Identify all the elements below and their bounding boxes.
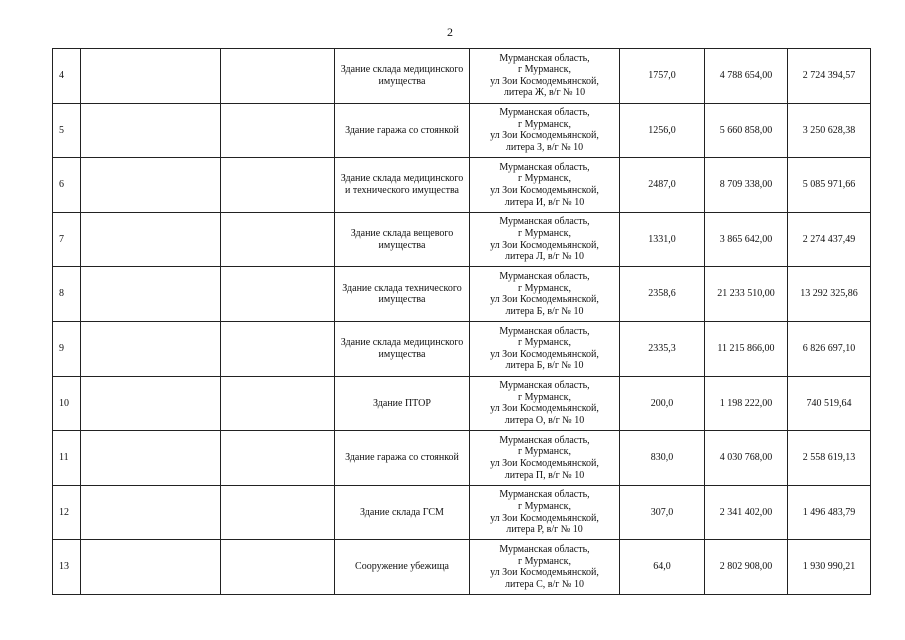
object-name-cell: Здание склада медицинского и технического имущества	[335, 158, 470, 213]
address-line: ул Зои Космодемьянской,	[490, 294, 599, 306]
address-line: г Мурманск,	[518, 227, 571, 239]
row-number-cell: 11	[53, 431, 81, 486]
address-line: литера Ж, в/г № 10	[503, 87, 586, 99]
address-line: литера И, в/г № 10	[504, 196, 585, 208]
address-line: Мурманская область,	[499, 434, 590, 446]
object-name-cell: Здание гаража со стоянкой	[335, 431, 470, 486]
address-line: Мурманская область,	[499, 543, 590, 555]
row-number-cell: 7	[53, 212, 81, 267]
row-number-cell: 6	[53, 158, 81, 213]
address-line: литера Л, в/г № 10	[504, 251, 584, 263]
area-cell: 2358,6	[620, 267, 705, 322]
address-cell	[470, 485, 620, 540]
book-value-cell: 3 865 642,00	[705, 212, 788, 267]
table-row	[53, 431, 871, 486]
address-line: г Мурманск,	[518, 555, 571, 567]
address-line: ул Зои Космодемьянской,	[490, 130, 599, 142]
object-name-cell: Здание склада медицинского имущества	[335, 321, 470, 376]
row-number-cell: 10	[53, 376, 81, 431]
table-row	[53, 158, 871, 213]
book-value-cell: 2 341 402,00	[705, 485, 788, 540]
empty-cell	[81, 321, 221, 376]
empty-cell	[221, 103, 335, 158]
table-row	[53, 321, 871, 376]
address-line: г Мурманск,	[518, 282, 571, 294]
table-row	[53, 49, 871, 104]
address-cell	[470, 103, 620, 158]
table-row	[53, 267, 871, 322]
empty-cell	[221, 158, 335, 213]
area-cell: 1757,0	[620, 49, 705, 104]
residual-value-cell: 3 250 628,38	[788, 103, 871, 158]
address-cell	[470, 431, 620, 486]
empty-cell	[221, 540, 335, 595]
empty-cell	[81, 485, 221, 540]
area-cell: 1331,0	[620, 212, 705, 267]
address-line: ул Зои Космодемьянской,	[490, 75, 599, 87]
empty-cell	[81, 212, 221, 267]
object-name-cell: Здание ПТОР	[335, 376, 470, 431]
residual-value-cell: 2 724 394,57	[788, 49, 871, 104]
object-name-cell: Здание склада ГСМ	[335, 485, 470, 540]
empty-cell	[221, 321, 335, 376]
address-cell	[470, 158, 620, 213]
address-line: Мурманская область,	[499, 270, 590, 282]
address-line: ул Зои Космодемьянской,	[490, 403, 599, 415]
object-name-cell: Здание склада технического имущества	[335, 267, 470, 322]
book-value-cell: 8 709 338,00	[705, 158, 788, 213]
address-cell	[470, 212, 620, 267]
book-value-cell: 11 215 866,00	[705, 321, 788, 376]
address-line: литера З, в/г № 10	[505, 141, 584, 153]
address-line: ул Зои Космодемьянской,	[490, 512, 599, 524]
residual-value-cell: 1 496 483,79	[788, 485, 871, 540]
address-line: г Мурманск,	[518, 446, 571, 458]
book-value-cell: 4 030 768,00	[705, 431, 788, 486]
area-cell: 1256,0	[620, 103, 705, 158]
address-line: г Мурманск,	[518, 337, 571, 349]
address-cell	[470, 540, 620, 595]
empty-cell	[221, 212, 335, 267]
address-line: Мурманская область,	[499, 325, 590, 337]
empty-cell	[221, 485, 335, 540]
address-cell	[470, 321, 620, 376]
row-number-cell: 9	[53, 321, 81, 376]
address-line: г Мурманск,	[518, 500, 571, 512]
address-line: Мурманская область,	[499, 489, 590, 501]
row-number-cell: 12	[53, 485, 81, 540]
address-cell	[470, 49, 620, 104]
table-row	[53, 376, 871, 431]
address-line: ул Зои Космодемьянской,	[490, 348, 599, 360]
empty-cell	[81, 103, 221, 158]
book-value-cell: 21 233 510,00	[705, 267, 788, 322]
row-number-cell: 8	[53, 267, 81, 322]
area-cell: 307,0	[620, 485, 705, 540]
address-line: ул Зои Космодемьянской,	[490, 457, 599, 469]
residual-value-cell: 13 292 325,86	[788, 267, 871, 322]
empty-cell	[81, 158, 221, 213]
table-row	[53, 485, 871, 540]
row-number-cell: 4	[53, 49, 81, 104]
object-name-cell: Сооружение убежища	[335, 540, 470, 595]
book-value-cell: 2 802 908,00	[705, 540, 788, 595]
address-cell	[470, 376, 620, 431]
empty-cell	[81, 376, 221, 431]
empty-cell	[221, 376, 335, 431]
address-cell	[470, 267, 620, 322]
address-line: Мурманская область,	[499, 216, 590, 228]
table-row	[53, 103, 871, 158]
address-line: г Мурманск,	[518, 64, 571, 76]
empty-cell	[221, 267, 335, 322]
address-line: Мурманская область,	[499, 107, 590, 119]
address-line: ул Зои Космодемьянской,	[490, 239, 599, 251]
empty-cell	[221, 49, 335, 104]
address-line: ул Зои Космодемьянской,	[490, 567, 599, 579]
residual-value-cell: 740 519,64	[788, 376, 871, 431]
area-cell: 2487,0	[620, 158, 705, 213]
address-line: г Мурманск,	[518, 173, 571, 185]
residual-value-cell: 6 826 697,10	[788, 321, 871, 376]
area-cell: 830,0	[620, 431, 705, 486]
row-number-cell: 13	[53, 540, 81, 595]
book-value-cell: 1 198 222,00	[705, 376, 788, 431]
residual-value-cell: 2 274 437,49	[788, 212, 871, 267]
address-line: литера П, в/г № 10	[504, 469, 585, 481]
address-line: литера Р, в/г № 10	[506, 524, 583, 536]
address-line: литера С, в/г № 10	[505, 578, 584, 590]
address-line: г Мурманск,	[518, 118, 571, 130]
address-line: литера Б, в/г № 10	[505, 360, 584, 372]
empty-cell	[221, 431, 335, 486]
book-value-cell: 4 788 654,00	[705, 49, 788, 104]
page-number: 2	[447, 25, 453, 39]
table-row	[53, 212, 871, 267]
address-line: ул Зои Космодемьянской,	[490, 184, 599, 196]
book-value-cell: 5 660 858,00	[705, 103, 788, 158]
object-name-cell: Здание склада вещевого имущества	[335, 212, 470, 267]
empty-cell	[81, 431, 221, 486]
address-line: Мурманская область,	[499, 161, 590, 173]
object-name-cell: Здание гаража со стоянкой	[335, 103, 470, 158]
empty-cell	[81, 540, 221, 595]
address-line: литера О, в/г № 10	[504, 414, 585, 426]
address-line: г Мурманск,	[518, 391, 571, 403]
area-cell: 200,0	[620, 376, 705, 431]
property-table	[52, 48, 871, 595]
row-number-cell: 5	[53, 103, 81, 158]
residual-value-cell: 2 558 619,13	[788, 431, 871, 486]
area-cell: 64,0	[620, 540, 705, 595]
residual-value-cell: 5 085 971,66	[788, 158, 871, 213]
residual-value-cell: 1 930 990,21	[788, 540, 871, 595]
address-line: Мурманская область,	[499, 52, 590, 64]
empty-cell	[81, 267, 221, 322]
address-line: литера Б, в/г № 10	[505, 305, 584, 317]
area-cell: 2335,3	[620, 321, 705, 376]
object-name-cell: Здание склада медицинского имущества	[335, 49, 470, 104]
empty-cell	[81, 49, 221, 104]
table-row	[53, 540, 871, 595]
address-line: Мурманская область,	[499, 380, 590, 392]
